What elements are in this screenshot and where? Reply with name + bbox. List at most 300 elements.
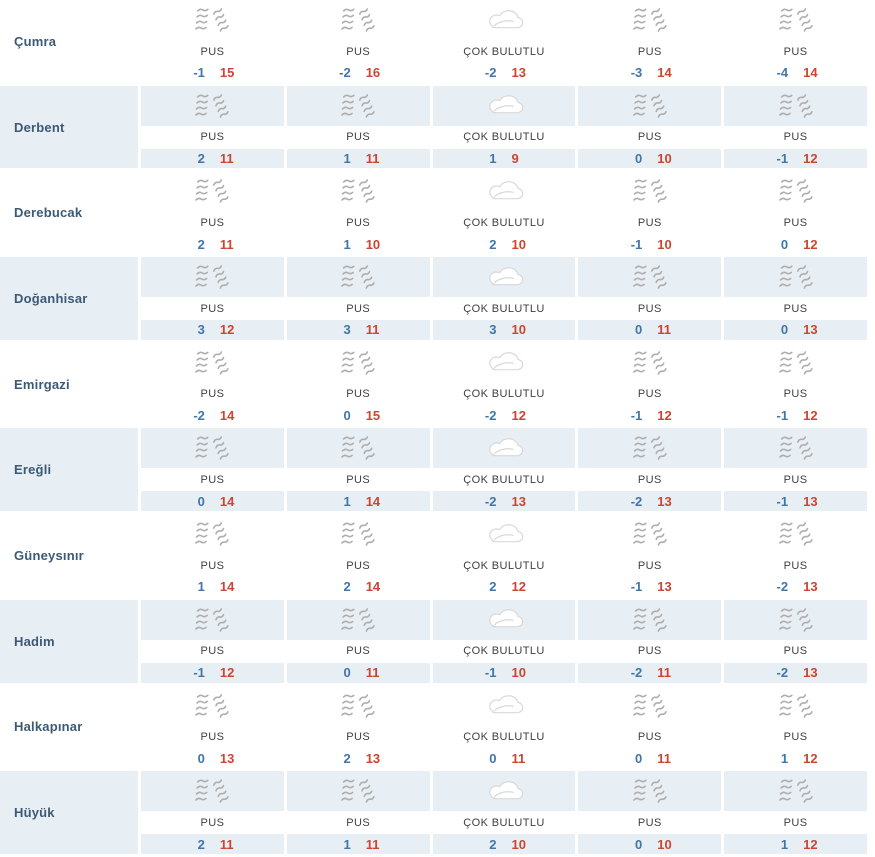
condition-band [141,468,284,491]
weather-icon-band [578,686,721,726]
min-temperature: 2 [197,151,205,167]
condition-label: ÇOK BULUTLU [463,473,545,486]
condition-label: ÇOK BULUTLU [463,388,545,401]
min-temperature: -2 [776,579,789,595]
condition-band [433,211,576,234]
max-temperature: 14 [219,579,235,595]
weather-icon-band [287,686,430,726]
condition-band [141,126,284,149]
district-row [0,171,875,257]
weather-icon-band [578,428,721,468]
condition-label: ÇOK BULUTLU [463,559,545,572]
min-temperature: 3 [489,322,497,338]
condition-label: PUS [346,45,371,58]
condition-label: PUS [346,816,371,829]
min-temperature: 0 [780,236,789,252]
condition-label: PUS [200,473,225,486]
condition-band [433,554,576,577]
condition-band [433,726,576,749]
condition-band [433,468,576,491]
condition-label: PUS [346,131,371,144]
condition-label: PUS [783,645,808,658]
temperature-band [287,749,430,769]
weather-icon-band [433,428,576,468]
min-temperature: 1 [489,151,497,167]
condition-band [724,554,867,577]
weather-icon-band [287,343,430,383]
min-temperature: 0 [489,750,497,766]
forecast-day-cell [287,686,430,769]
max-temperature: 10 [365,236,381,252]
max-temperature: 11 [511,750,526,766]
min-temperature: 0 [635,322,643,338]
min-temperature: 1 [343,236,351,252]
weather-icon-band [433,0,576,40]
district-row [0,514,875,600]
max-temperature: 13 [803,665,818,681]
condition-band [433,40,576,63]
min-temperature: -2 [484,408,497,424]
condition-band [724,126,867,149]
max-temperature: 13 [803,322,818,338]
cloud-icon [481,179,527,204]
max-temperature: 12 [219,322,235,338]
max-temperature: 11 [219,236,234,252]
forecast-day-cell [578,686,721,769]
weather-icon-band [724,686,867,726]
cloud-icon [481,265,527,290]
weather-icon-band [433,86,576,126]
condition-band [578,211,721,234]
forecast-day-cell [433,0,576,83]
district-name-cell [0,514,138,597]
weather-icon-band [433,171,576,211]
district-name-cell [0,771,138,854]
condition-band [433,126,576,149]
forecast-day-cell [578,0,721,83]
weather-icon-band [287,257,430,297]
condition-label: PUS [200,216,225,229]
forecast-day-cell [141,514,284,597]
weather-icon-band [141,86,284,126]
condition-band [724,211,867,234]
forecast-day-cell [724,600,867,683]
temperature-band [578,663,721,683]
max-temperature: 12 [803,236,818,252]
max-temperature: 14 [365,493,381,509]
cloud-icon [481,522,527,547]
condition-label: PUS [346,559,371,572]
weather-icon-band [578,171,721,211]
fog-lines-icon [191,691,233,721]
condition-band [578,726,721,749]
temperature-band [724,663,867,683]
condition-band [287,640,430,663]
condition-band [141,297,284,320]
weather-icon-band [724,0,867,40]
condition-label: PUS [783,559,808,572]
max-temperature: 11 [365,665,380,681]
condition-band [287,811,430,834]
condition-label: PUS [783,216,808,229]
min-temperature: 2 [489,236,497,252]
max-temperature: 11 [657,665,672,681]
forecast-day-cell [141,257,284,340]
temperature-band [578,320,721,340]
condition-band [724,811,867,834]
weather-icon-band [433,686,576,726]
min-temperature: 3 [343,322,351,338]
condition-band [578,40,721,63]
condition-band [578,554,721,577]
max-temperature: 13 [657,579,672,595]
condition-label: PUS [637,816,662,829]
condition-band [287,726,430,749]
forecast-day-cell [141,600,284,683]
min-temperature: -1 [484,665,497,681]
min-temperature: 0 [635,750,643,766]
condition-label: PUS [200,45,225,58]
weather-icon-band [578,0,721,40]
max-temperature: 11 [219,151,234,167]
condition-band [287,468,430,491]
min-temperature: -1 [776,151,789,167]
fog-lines-icon [191,433,233,463]
max-temperature: 10 [511,236,526,252]
forecast-day-cell [287,771,430,854]
district-name-cell [0,86,138,169]
condition-label: PUS [200,731,225,743]
max-temperature: 11 [365,151,380,167]
cloud-icon [481,779,527,804]
max-temperature: 14 [803,65,818,81]
fog-lines-icon [337,433,379,463]
weather-icon-band [433,257,576,297]
min-temperature: -3 [630,65,643,81]
fog-lines-icon [775,348,817,378]
fog-lines-icon [337,691,379,721]
district-name: Güneysınır [14,547,84,563]
forecast-day-cell [287,428,430,511]
condition-band [433,811,576,834]
fog-lines-icon [629,433,671,463]
condition-label: PUS [200,131,225,144]
forecast-day-cell [578,771,721,854]
temperature-band [578,406,721,426]
fog-lines-icon [629,519,671,549]
min-temperature: -1 [193,665,205,681]
temperature-band [287,234,430,254]
fog-lines-icon [337,605,379,635]
forecast-day-cell [578,600,721,683]
min-temperature: -2 [339,65,351,81]
forecast-day-cell [433,771,576,854]
fog-lines-icon [191,5,233,35]
fog-lines-icon [191,91,233,121]
max-temperature: 12 [219,665,235,681]
temperature-band [724,577,867,597]
max-temperature: 10 [511,665,526,681]
forecast-day-cell [141,86,284,169]
min-temperature: 0 [343,408,351,424]
max-temperature: 15 [365,408,381,424]
min-temperature: 1 [343,151,351,167]
condition-band [433,640,576,663]
fog-lines-icon [629,176,671,206]
condition-band [433,297,576,320]
temperature-band [578,149,721,169]
temperature-band [287,320,430,340]
weather-icon-band [724,86,867,126]
weather-icon-band [724,600,867,640]
temperature-band [141,577,284,597]
forecast-day-cell [724,343,867,426]
fog-lines-icon [337,348,379,378]
district-name-cell [0,428,138,511]
weather-icon-band [578,771,721,811]
weather-icon-band [141,686,284,726]
condition-label: PUS [637,473,662,486]
forecast-day-cell [578,514,721,597]
fog-lines-icon [629,5,671,35]
fog-lines-icon [629,691,671,721]
min-temperature: 0 [635,151,643,167]
max-temperature: 13 [657,493,672,509]
forecast-day-cell [287,171,430,254]
temperature-band [724,834,867,854]
temperature-band [433,406,576,426]
min-temperature: 0 [780,322,789,338]
weather-icon-band [287,171,430,211]
temperature-band [724,406,867,426]
max-temperature: 12 [803,151,818,167]
forecast-day-cell [724,686,867,769]
district-name: Ereğli [14,462,52,478]
fog-lines-icon [775,91,817,121]
temperature-band [724,149,867,169]
weather-icon-band [287,0,430,40]
temperature-band [724,491,867,511]
max-temperature: 12 [511,408,526,424]
district-row [0,600,875,686]
district-row [0,343,875,429]
forecast-day-cell [433,428,576,511]
district-name: Emirgazi [14,376,70,392]
forecast-day-cell [433,514,576,597]
min-temperature: 2 [197,836,205,852]
fog-lines-icon [337,91,379,121]
max-temperature: 10 [657,151,672,167]
district-name: Derebucak [14,205,83,221]
condition-label: PUS [637,388,662,401]
forecast-day-cell [287,514,430,597]
max-temperature: 13 [803,493,818,509]
district-name-cell [0,257,138,340]
condition-band [287,554,430,577]
min-temperature: -1 [630,236,643,252]
weather-icon-band [141,600,284,640]
max-temperature: 13 [803,579,818,595]
min-temperature: -2 [776,665,789,681]
weather-icon-band [578,257,721,297]
cloud-icon [481,8,527,33]
min-temperature: 2 [343,579,351,595]
temperature-band [433,491,576,511]
temperature-band [141,491,284,511]
forecast-day-cell [141,686,284,769]
forecast-day-cell [724,771,867,854]
fog-lines-icon [775,519,817,549]
fog-lines-icon [337,5,379,35]
temperature-band [578,491,721,511]
max-temperature: 15 [219,65,235,81]
forecast-day-cell [724,0,867,83]
weather-icon-band [287,86,430,126]
district-name-cell [0,343,138,426]
fog-lines-icon [191,776,233,806]
forecast-day-cell [724,257,867,340]
condition-band [141,383,284,406]
district-name: Hadim [14,633,55,649]
condition-label: ÇOK BULUTLU [463,302,545,315]
max-temperature: 12 [511,579,526,595]
max-temperature: 16 [365,65,381,81]
temperature-band [287,63,430,83]
condition-label: PUS [783,388,808,401]
min-temperature: -2 [193,408,205,424]
fog-lines-icon [629,605,671,635]
district-row [0,257,875,343]
temperature-band [141,63,284,83]
temperature-band [287,491,430,511]
condition-label: PUS [346,473,371,486]
condition-band [578,811,721,834]
max-temperature: 14 [219,493,235,509]
condition-band [141,554,284,577]
min-temperature: 0 [343,665,351,681]
district-name-cell [0,0,138,83]
condition-label: PUS [637,45,662,58]
forecast-day-cell [433,86,576,169]
temperature-band [141,234,284,254]
temperature-band [141,406,284,426]
max-temperature: 11 [365,322,380,338]
forecast-day-cell [141,428,284,511]
temperature-band [287,406,430,426]
fog-lines-icon [775,605,817,635]
min-temperature: 1 [197,579,205,595]
cloud-icon [481,93,527,118]
district-row [0,686,875,772]
district-name: Doğanhisar [14,290,88,306]
forecast-day-cell [578,171,721,254]
forecast-day-cell [287,600,430,683]
temperature-band [578,63,721,83]
condition-band [141,726,284,749]
max-temperature: 13 [511,493,526,509]
max-temperature: 12 [803,408,818,424]
weather-icon-band [433,343,576,383]
weather-icon-band [141,428,284,468]
temperature-band [724,63,867,83]
min-temperature: -2 [630,665,643,681]
temperature-band [724,749,867,769]
condition-band [724,383,867,406]
district-name: Halkapınar [14,719,83,735]
condition-label: ÇOK BULUTLU [463,45,545,58]
min-temperature: 1 [780,836,789,852]
min-temperature: 1 [343,836,351,852]
min-temperature: -1 [776,493,789,509]
weather-icon-band [724,343,867,383]
weather-icon-band [287,600,430,640]
condition-band [141,40,284,63]
min-temperature: -2 [484,493,497,509]
min-temperature: 2 [343,750,351,766]
max-temperature: 10 [511,322,526,338]
min-temperature: 3 [197,322,205,338]
weather-icon-band [724,771,867,811]
temperature-band [141,149,284,169]
weather-icon-band [724,171,867,211]
weather-icon-band [724,514,867,554]
fog-lines-icon [775,776,817,806]
fog-lines-icon [191,348,233,378]
fog-lines-icon [775,176,817,206]
fog-lines-icon [629,348,671,378]
max-temperature: 13 [511,65,526,81]
temperature-band [724,320,867,340]
min-temperature: -2 [630,493,643,509]
temperature-band [287,149,430,169]
forecast-day-cell [287,343,430,426]
forecast-day-cell [724,171,867,254]
fog-lines-icon [629,776,671,806]
fog-lines-icon [337,519,379,549]
temperature-band [433,63,576,83]
condition-label: ÇOK BULUTLU [463,645,545,658]
condition-band [578,640,721,663]
condition-band [287,126,430,149]
temperature-band [433,149,576,169]
condition-label: PUS [637,216,662,229]
temperature-band [578,749,721,769]
temperature-band [141,749,284,769]
forecast-day-cell [724,428,867,511]
max-temperature: 10 [657,236,672,252]
fog-lines-icon [191,519,233,549]
condition-band [724,40,867,63]
max-temperature: 10 [657,836,672,852]
weather-icon-band [141,514,284,554]
condition-band [287,383,430,406]
weather-icon-band [578,600,721,640]
condition-label: PUS [346,645,371,658]
min-temperature: -1 [630,408,643,424]
condition-band [578,383,721,406]
min-temperature: 2 [489,836,497,852]
condition-label: ÇOK BULUTLU [463,131,545,144]
condition-label: PUS [783,473,808,486]
max-temperature: 11 [219,836,234,852]
condition-band [287,211,430,234]
district-name: Hüyük [14,805,55,821]
condition-band [578,468,721,491]
condition-label: PUS [637,645,662,658]
condition-band [433,383,576,406]
forecast-day-cell [141,771,284,854]
weather-icon-band [287,514,430,554]
